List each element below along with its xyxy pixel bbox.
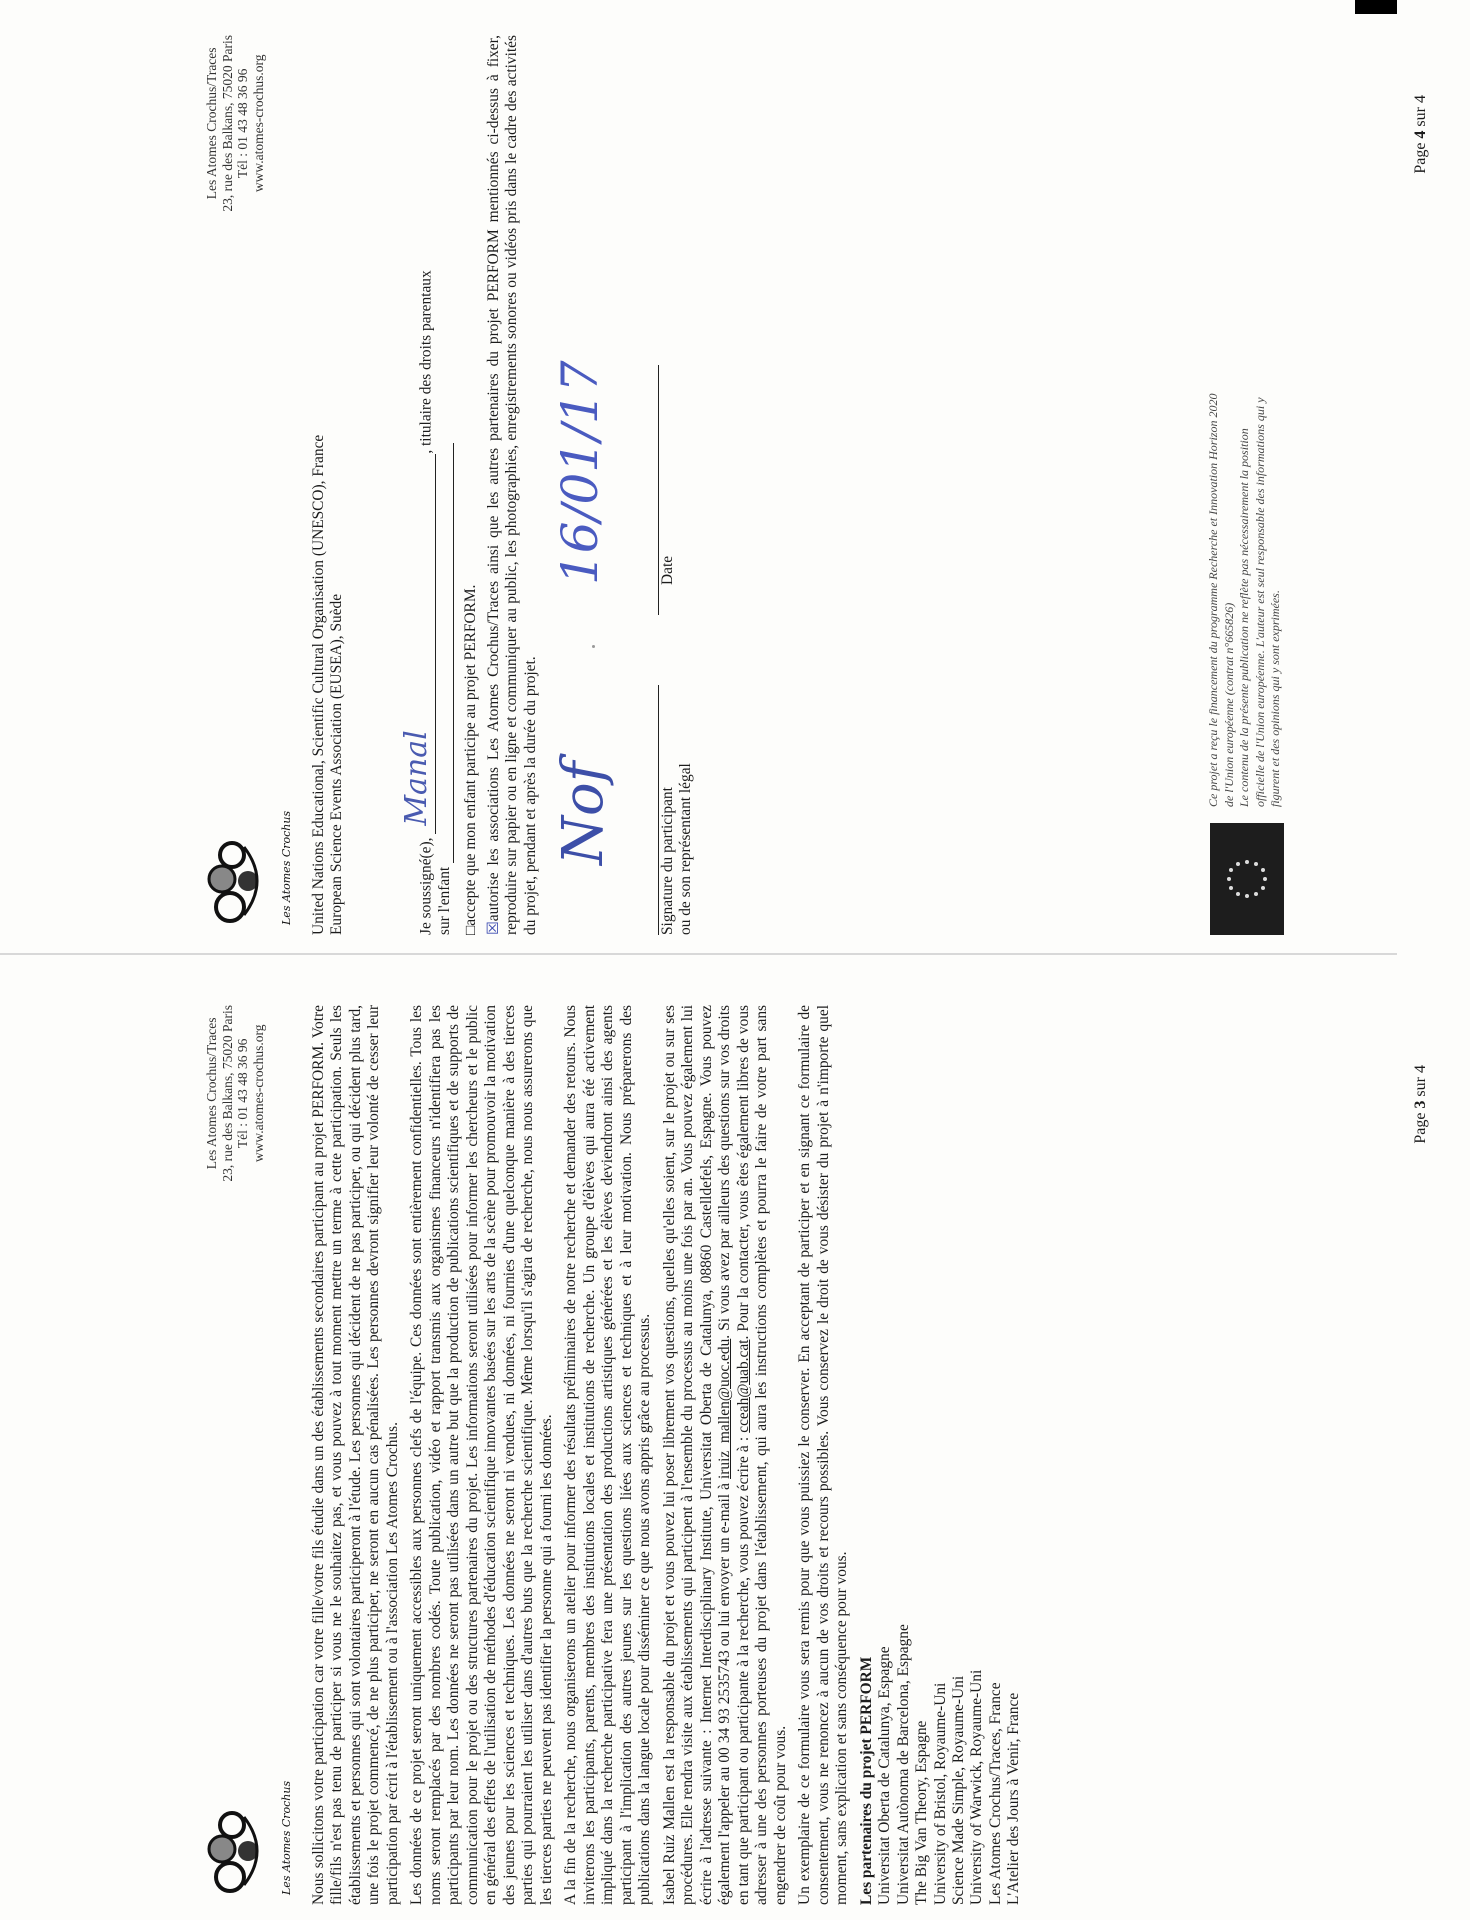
page-total: sur 4 [1411, 95, 1429, 131]
address-line: 23, rue des Balkans, 75020 Paris [219, 35, 235, 212]
child-label: sur l'enfant [435, 866, 453, 935]
page-header [200, 1005, 310, 1905]
contact-text: . Si vous avez par ailleurs des questions sur vos droits en tant que participant ou participante à la recherche, vous pouvez écrire à : [716, 1005, 752, 1905]
address-line: Tél : 01 43 48 36 96 [235, 1038, 251, 1149]
guardian-label: , titulaire des droits parentaux [417, 270, 435, 454]
contact-text: Isabel Ruiz Mallen est la responsable du projet et vous pouvez lui poser librement vos questions, quelles qu'elles soient, sur le projet ou sur ses procédures. Elle rendra visite aux établissements qui participent à l'ensemble du processus au moins une fois par an. Vous pouvez également lui écrire à l'adresse suivante : Internet Interdisciplinary Institute, Universitat Oberta de Catalunya, 08860 Castelldefels, Espagne. Vous pouvez également l'appeler au 00 34 93 2535743 ou lui envoyer un e-mail à [660, 1005, 734, 1905]
participation-paragraph: Nous sollicitons votre participation car votre fille/votre fils étudie dans un des établissements secondaires participant au projet PERFORM. Votre fille/fils n'est pas tenu de participer si vous ne le souhaitez pas, et vous pouvez à tout moment mettre un terme à cette participation. Seuls les établissements et personnes qui sont volontaires participeront à l'étude. Les personnes qui décident de ne pas participer, ou qui décident plus tard, une fois le projet commencé, de ne plus participer, ne seront en aucun cas pénalisées. Les personnes devront signifier leur volonté de cesser leur participation par écrit à l'établissement ou à l'association Les Atomes Crochus. [310, 1005, 401, 1905]
contact-text: . Pour la contacter, vous êtes également libres de vous adresser à une des personnes porteuses du projet dans l'établissement, qui aura les instructions complètes et pourra le faire de votre part sans engendrer de coût pour vous. [734, 1005, 789, 1905]
partner-item: University of Bristol, Royaume-Uni [931, 1682, 949, 1905]
partner-item: Les Atomes Crochus/Traces, France [986, 1682, 1004, 1905]
consent-body [310, 1005, 1024, 1905]
address-line: Les Atomes Crochus/Traces [204, 47, 219, 200]
contact-email-link[interactable]: iruiz_mallen@uoc.edu [716, 1338, 734, 1479]
child-name-field[interactable] [438, 443, 454, 863]
signature-section [550, 35, 740, 935]
partner-item: Universitat Oberta de Catalunya, Espagne [876, 1646, 894, 1905]
signature-handwriting: Nof [551, 761, 617, 865]
eu-text-line: Le contenu de la présente publication ne reflète pas nécessairement la position [1237, 428, 1252, 807]
address-line: Les Atomes Crochus/Traces [204, 1017, 219, 1170]
page-label: Page [1411, 1108, 1429, 1144]
scan-registration-mark [1355, 0, 1397, 14]
signature-label: Signature du participant [658, 787, 676, 935]
checkbox-accept[interactable]: □ [462, 925, 480, 935]
logo-caption: Les Atomes Crochus [280, 810, 293, 925]
organization-address [204, 1005, 266, 1182]
partners-continued [310, 35, 347, 935]
page-total: sur 4 [1411, 1065, 1429, 1101]
partners-title: Les partenaires du projet PERFORM [857, 1656, 875, 1905]
contact-paragraph [661, 1005, 790, 1905]
partner-item: University of Warwick, Royaume-Uni [968, 1669, 986, 1905]
partner-item: L'Atelier des Jours à Venir, France [1005, 1692, 1023, 1905]
address-line: Tél : 01 43 48 36 96 [235, 68, 251, 179]
consent-form [398, 35, 740, 935]
undersigned-field[interactable] [398, 454, 436, 834]
address-line: 23, rue des Balkans, 75020 Paris [219, 1005, 235, 1182]
eu-text-line: Ce projet a reçu le financement du programme Recherche et Innovation Horizon 2020 [1206, 393, 1220, 807]
partners-list [858, 1005, 1024, 1905]
checkbox-accept-row[interactable] [462, 35, 480, 935]
page-index: 4 [1411, 130, 1429, 139]
page-label: Page [1411, 138, 1429, 174]
child-line [436, 35, 454, 935]
ethics-email-link[interactable]: cceah@uab.cat [734, 1339, 752, 1433]
checkbox-authorize[interactable]: ☒ [484, 921, 502, 935]
logo-caption: Les Atomes Crochus [280, 1780, 293, 1895]
partner-item: Universitat Autònoma de Barcelona, Espagne [894, 1624, 912, 1905]
signature-label: ou de son représentant légal [677, 763, 695, 935]
partner-item: European Science Events Association (EUSEA), Suède [328, 593, 346, 935]
eu-text-line: officielle de l'Union européenne. L'auteur est seul responsable des informations qui y [1252, 397, 1267, 807]
checkbox-authorize-label: autorise les associations Les Atomes Crochus/Traces ainsi que les autres partenaires du projet PERFORM mentionnés ci-dessus à fixer, reproduire sur papier ou en ligne et communiquer au public, les photographies, enregistrements sonores ou vidéos pris dans le cadre des activités du projet, pendant et après la durée du projet. [484, 35, 539, 935]
undersigned-handwriting: Manal [398, 730, 434, 826]
partner-item: The Big Van Theory, Espagne [913, 1720, 931, 1905]
page-number [1411, 95, 1430, 174]
eu-flag-icon [1210, 823, 1284, 935]
partner-item: Science Made Simple, Royaume-Uni [949, 1675, 967, 1905]
eu-funding-text [1206, 107, 1284, 807]
address-line: www.atomes-crochus.org [250, 1024, 266, 1163]
data-privacy-paragraph: Les données de ce projet seront uniquement accessibles aux personnes clefs de l'équipe. Ces données sont entièrement confidentielles. Tous les noms seront remplacés par des nombres codés. Toute publication, vidéo et rapport transmis aux organismes financeurs n'identifiera pas les participants par leur nom. Les données ne seront pas utilisées dans un autre but que la production de publications scientifiques et de supports de communication pour le projet ou des structures partenaires du projet. Les informations seront utilisées pour informer les chercheurs et le public en général des effets de l'utilisation de méthodes d'éducation scientifique innovantes basées sur les arts de la scène pour promouvoir la motivation des jeunes pour les sciences et techniques. Les données ne seront ni vendues, ni données, ni fournies d'une quelconque manière à des tierces parties qui pourraient les utiliser dans d'autres buts que la recherche scientifique. Même lorsqu'il s'agira de recherche, nous nous assurerons que les tierces parties ne peuvent pas identifier la personne qui a fourni les données. [408, 1005, 555, 1905]
page-3 [200, 1005, 1470, 1905]
page-header [200, 35, 310, 935]
page-index: 3 [1411, 1100, 1429, 1109]
workshop-paragraph: A la fin de la recherche, nous organiserons un atelier pour informer des résultats préliminaires de notre recherche et demander des retours. Nous inviterons les participants, parents, membres des institutions locales et institutions de recherche. Un groupe d'élèves qui aura été activement impliqué dans la recherche participative fera une présentation des productions artistiques générées et les élèves deviendront ainsi des agents participant à l'implication des autres jeunes sur les questions liées aux sciences et techniques et à leur motivation. Nous préparerons des publications dans la langue locale pour disséminer ce que nous avons appris grâce au processus. [562, 1005, 654, 1905]
partner-item: United Nations Educational, Scientific Cultural Organisation (UNESCO), France [310, 434, 327, 935]
date-handwriting: 16/01/17 [551, 360, 610, 585]
page-4 [200, 35, 1470, 935]
atomes-crochus-logo [200, 1780, 300, 1905]
checkbox-accept-label: accepte que mon enfant participe au projet PERFORM. [462, 584, 480, 926]
page-number [1411, 1065, 1430, 1144]
signature-block [550, 675, 695, 935]
date-label: Date [658, 555, 676, 585]
page-fold-line [0, 953, 1397, 955]
atomes-crochus-logo [200, 810, 300, 935]
eu-text-line: figurent et des opinions qui y sont exprimées. [1268, 590, 1283, 807]
undersigned-line [398, 35, 436, 935]
undersigned-label: Je soussigné(e), [417, 837, 435, 935]
address-line: www.atomes-crochus.org [250, 54, 266, 193]
organization-address [204, 35, 266, 212]
checkbox-authorize-row[interactable] [485, 35, 540, 935]
copy-paragraph: Un exemplaire de ce formulaire vous sera remis pour que vous puissiez le conserver. En acceptant de participer et en signant ce formulaire de consentement, vous ne renoncez à aucun de vos droits et recours possibles. Vous conservez le droit de vous désister du projet à n'importe quel moment, sans explication et sans conséquence pour vous. [796, 1005, 851, 1905]
date-block [550, 355, 677, 615]
eu-text-line: de l'Union européenne (contrat n°665826) [1221, 602, 1236, 807]
eu-funding-notice [1206, 35, 1320, 935]
